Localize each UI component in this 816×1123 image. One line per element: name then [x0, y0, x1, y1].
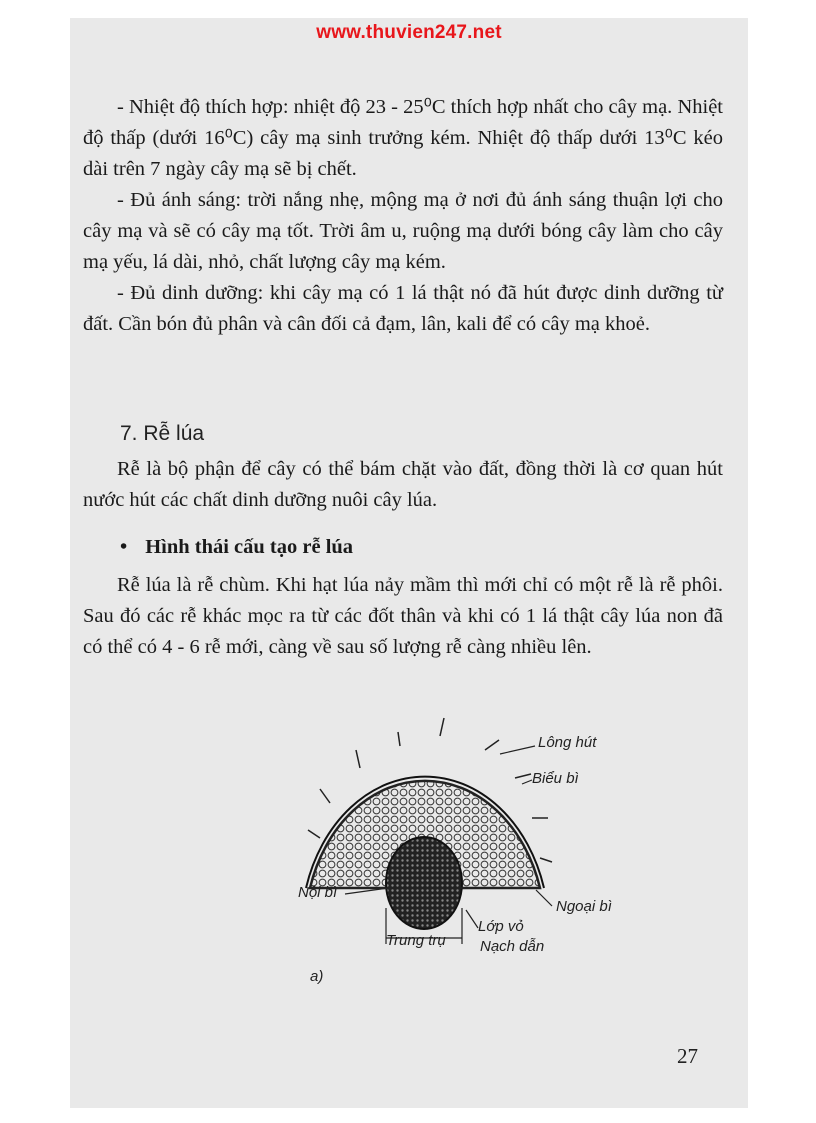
watermark-url: www.thuvien247.net [316, 22, 502, 43]
subheading-text: Hình thái cấu tạo rễ lúa [145, 536, 354, 558]
page-number: 27 [677, 1044, 698, 1068]
label-stele: Trung trụ [386, 932, 446, 949]
label-exodermis: Ngoại bì [556, 898, 612, 915]
paragraph-temperature: - Nhiệt độ thích hợp: nhiệt độ 23 - 25⁰C thích hợp nhất cho cây mạ. Nhiệt độ thấp (dưới 16⁰C) cây mạ sinh trưởng kém. Nhiệt độ thấp dưới 13⁰C kéo dài trên 7 ngày cây mạ sẽ bị chết. [83, 96, 723, 180]
section-heading: 7. Rễ lúa [120, 422, 205, 445]
paragraph-nutrition: - Đủ dinh dưỡng: khi cây mạ có 1 lá thật nó đã hút được dinh dưỡng từ đất. Cần bón đủ phân và cân đối cả đạm, lân, kali để có cây mạ khoẻ. [83, 282, 723, 335]
label-panel-a: a) [310, 968, 324, 985]
paragraph-light: - Đủ ánh sáng: trời nắng nhẹ, mộng mạ ở nơi đủ ánh sáng thuận lợi cho cây mạ và sẽ có cây mạ tốt. Trời âm u, ruộng mạ dưới bóng cây làm cho cây mạ yếu, lá dài, nhỏ, chất lượng cây mạ kém. [83, 189, 723, 273]
label-cortex: Lớp vỏ [478, 918, 524, 935]
bullet-icon: • [120, 536, 128, 558]
label-epidermis: Biểu bì [532, 770, 579, 787]
label-root-hair: Lông hút [538, 734, 597, 751]
label-endodermis: Nội bì [298, 884, 338, 901]
subheading [120, 536, 353, 559]
section-text [83, 454, 723, 516]
label-vascular-bundle: Nạch dẫn [480, 938, 545, 955]
top-paragraphs [83, 92, 723, 340]
paragraph-root-intro: Rễ là bộ phận để cây có thể bám chặt vào đất, đồng thời là cơ quan hút nước hút các chất dinh dưỡng nuôi cây lúa. [83, 458, 723, 511]
paragraph-root-morphology: Rễ lúa là rễ chùm. Khi hạt lúa nảy mầm thì mới chỉ có một rễ là rễ phôi. Sau đó các rễ khác mọc ra từ các đốt thân và khi có 1 lá thật cây lúa non đã có thể có 4 - 6 rễ mới, càng về sau số lượng rễ càng nhiều lên. [83, 574, 723, 658]
root-cross-section-figure [210, 698, 630, 998]
subsection-text [83, 570, 723, 663]
book-page [70, 18, 748, 1108]
